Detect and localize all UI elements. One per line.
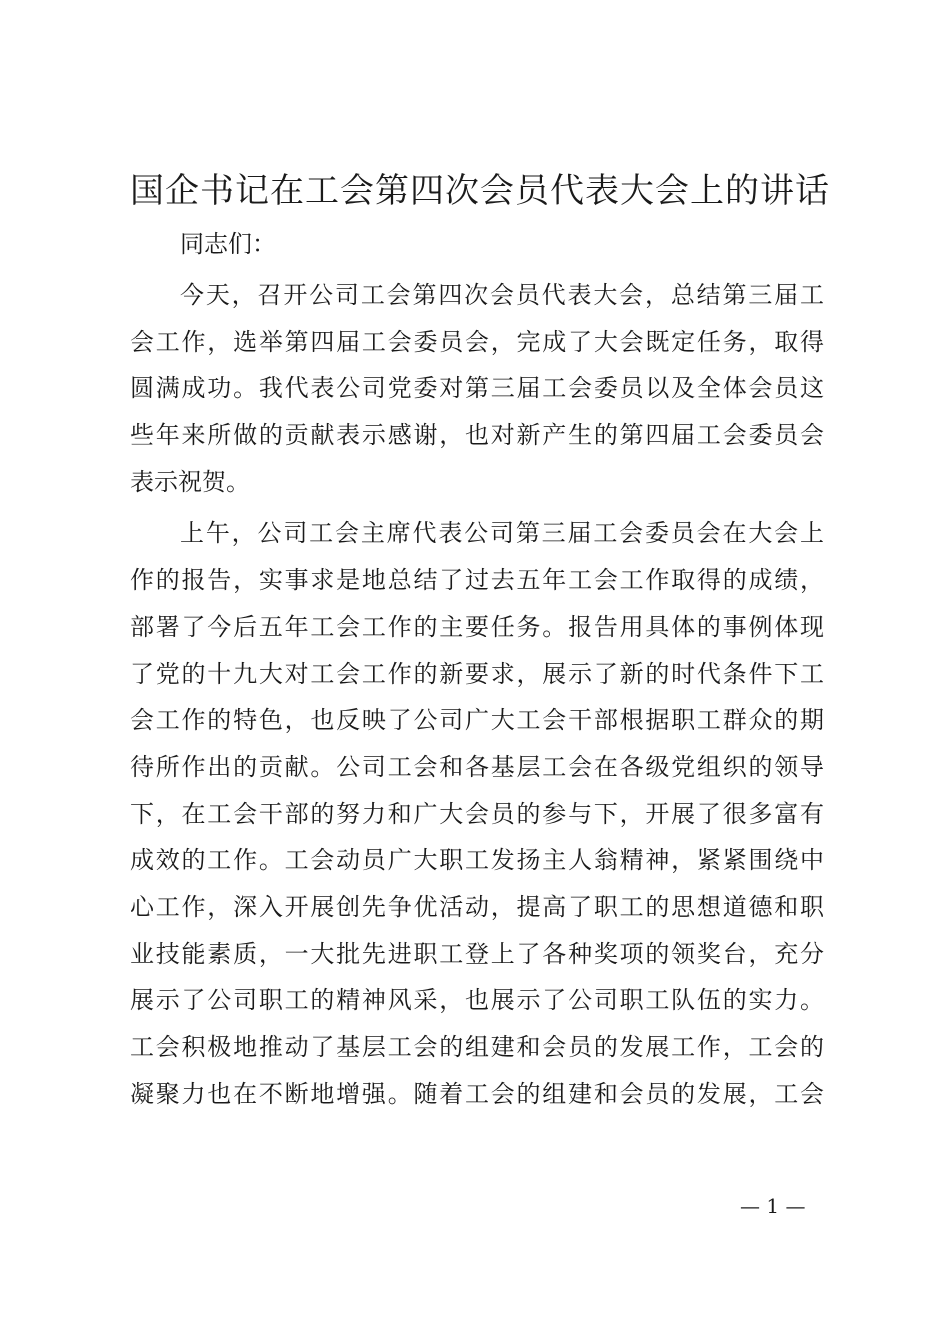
text-line: 业技能素质，一大批先进职工登上了各种奖项的领奖台，充分 <box>130 939 824 968</box>
document-title: 国企书记在工会第四次会员代表大会上的讲话 <box>130 171 830 211</box>
text-line: 成效的工作。工会动员广大职工发扬主人翁精神，紧紧围绕中 <box>130 846 824 875</box>
text-line: 会工作的特色，也反映了公司广大工会干部根据职工群众的期 <box>130 706 824 735</box>
salutation: 同志们： <box>180 230 276 258</box>
text-line: 会工作，选举第四届工会委员会，完成了大会既定任务，取得 <box>130 327 824 356</box>
text-line: 待所作出的贡献。公司工会和各基层工会在各级党组织的领导 <box>130 752 824 781</box>
text-line: 表示祝贺。 <box>130 467 250 496</box>
text-line: 了党的十九大对工会工作的新要求，展示了新的时代条件下工 <box>130 659 824 688</box>
paragraph-1 <box>130 272 824 505</box>
text-line: 些年来所做的贡献表示感谢，也对新产生的第四届工会委员会 <box>130 421 824 450</box>
text-line: 心工作，深入开展创先争优活动，提高了职工的思想道德和职 <box>130 892 824 921</box>
document-body <box>130 272 824 1122</box>
paragraph-2 <box>130 510 824 1117</box>
text-line: 下，在工会干部的努力和广大会员的参与下，开展了很多富有 <box>130 799 824 828</box>
text-line: 凝聚力也在不断地增强。随着工会的组建和会员的发展，工会 <box>130 1079 824 1108</box>
text-line: 工会积极地推动了基层工会的组建和会员的发展工作，工会的 <box>130 1033 824 1061</box>
text-line: 上午，公司工会主席代表公司第三届工会委员会在大会上 <box>180 519 824 548</box>
page-number: — 1 — <box>740 1194 806 1218</box>
text-line: 部署了今后五年工会工作的主要任务。报告用具体的事例体现 <box>130 612 824 641</box>
text-line: 展示了公司职工的精神风采，也展示了公司职工队伍的实力。 <box>130 986 824 1015</box>
text-line: 圆满成功。我代表公司党委对第三届工会委员以及全体会员这 <box>130 374 824 403</box>
text-line: 作的报告，实事求是地总结了过去五年工会工作取得的成绩， <box>130 566 824 595</box>
text-line: 今天，召开公司工会第四次会员代表大会，总结第三届工 <box>180 281 824 309</box>
